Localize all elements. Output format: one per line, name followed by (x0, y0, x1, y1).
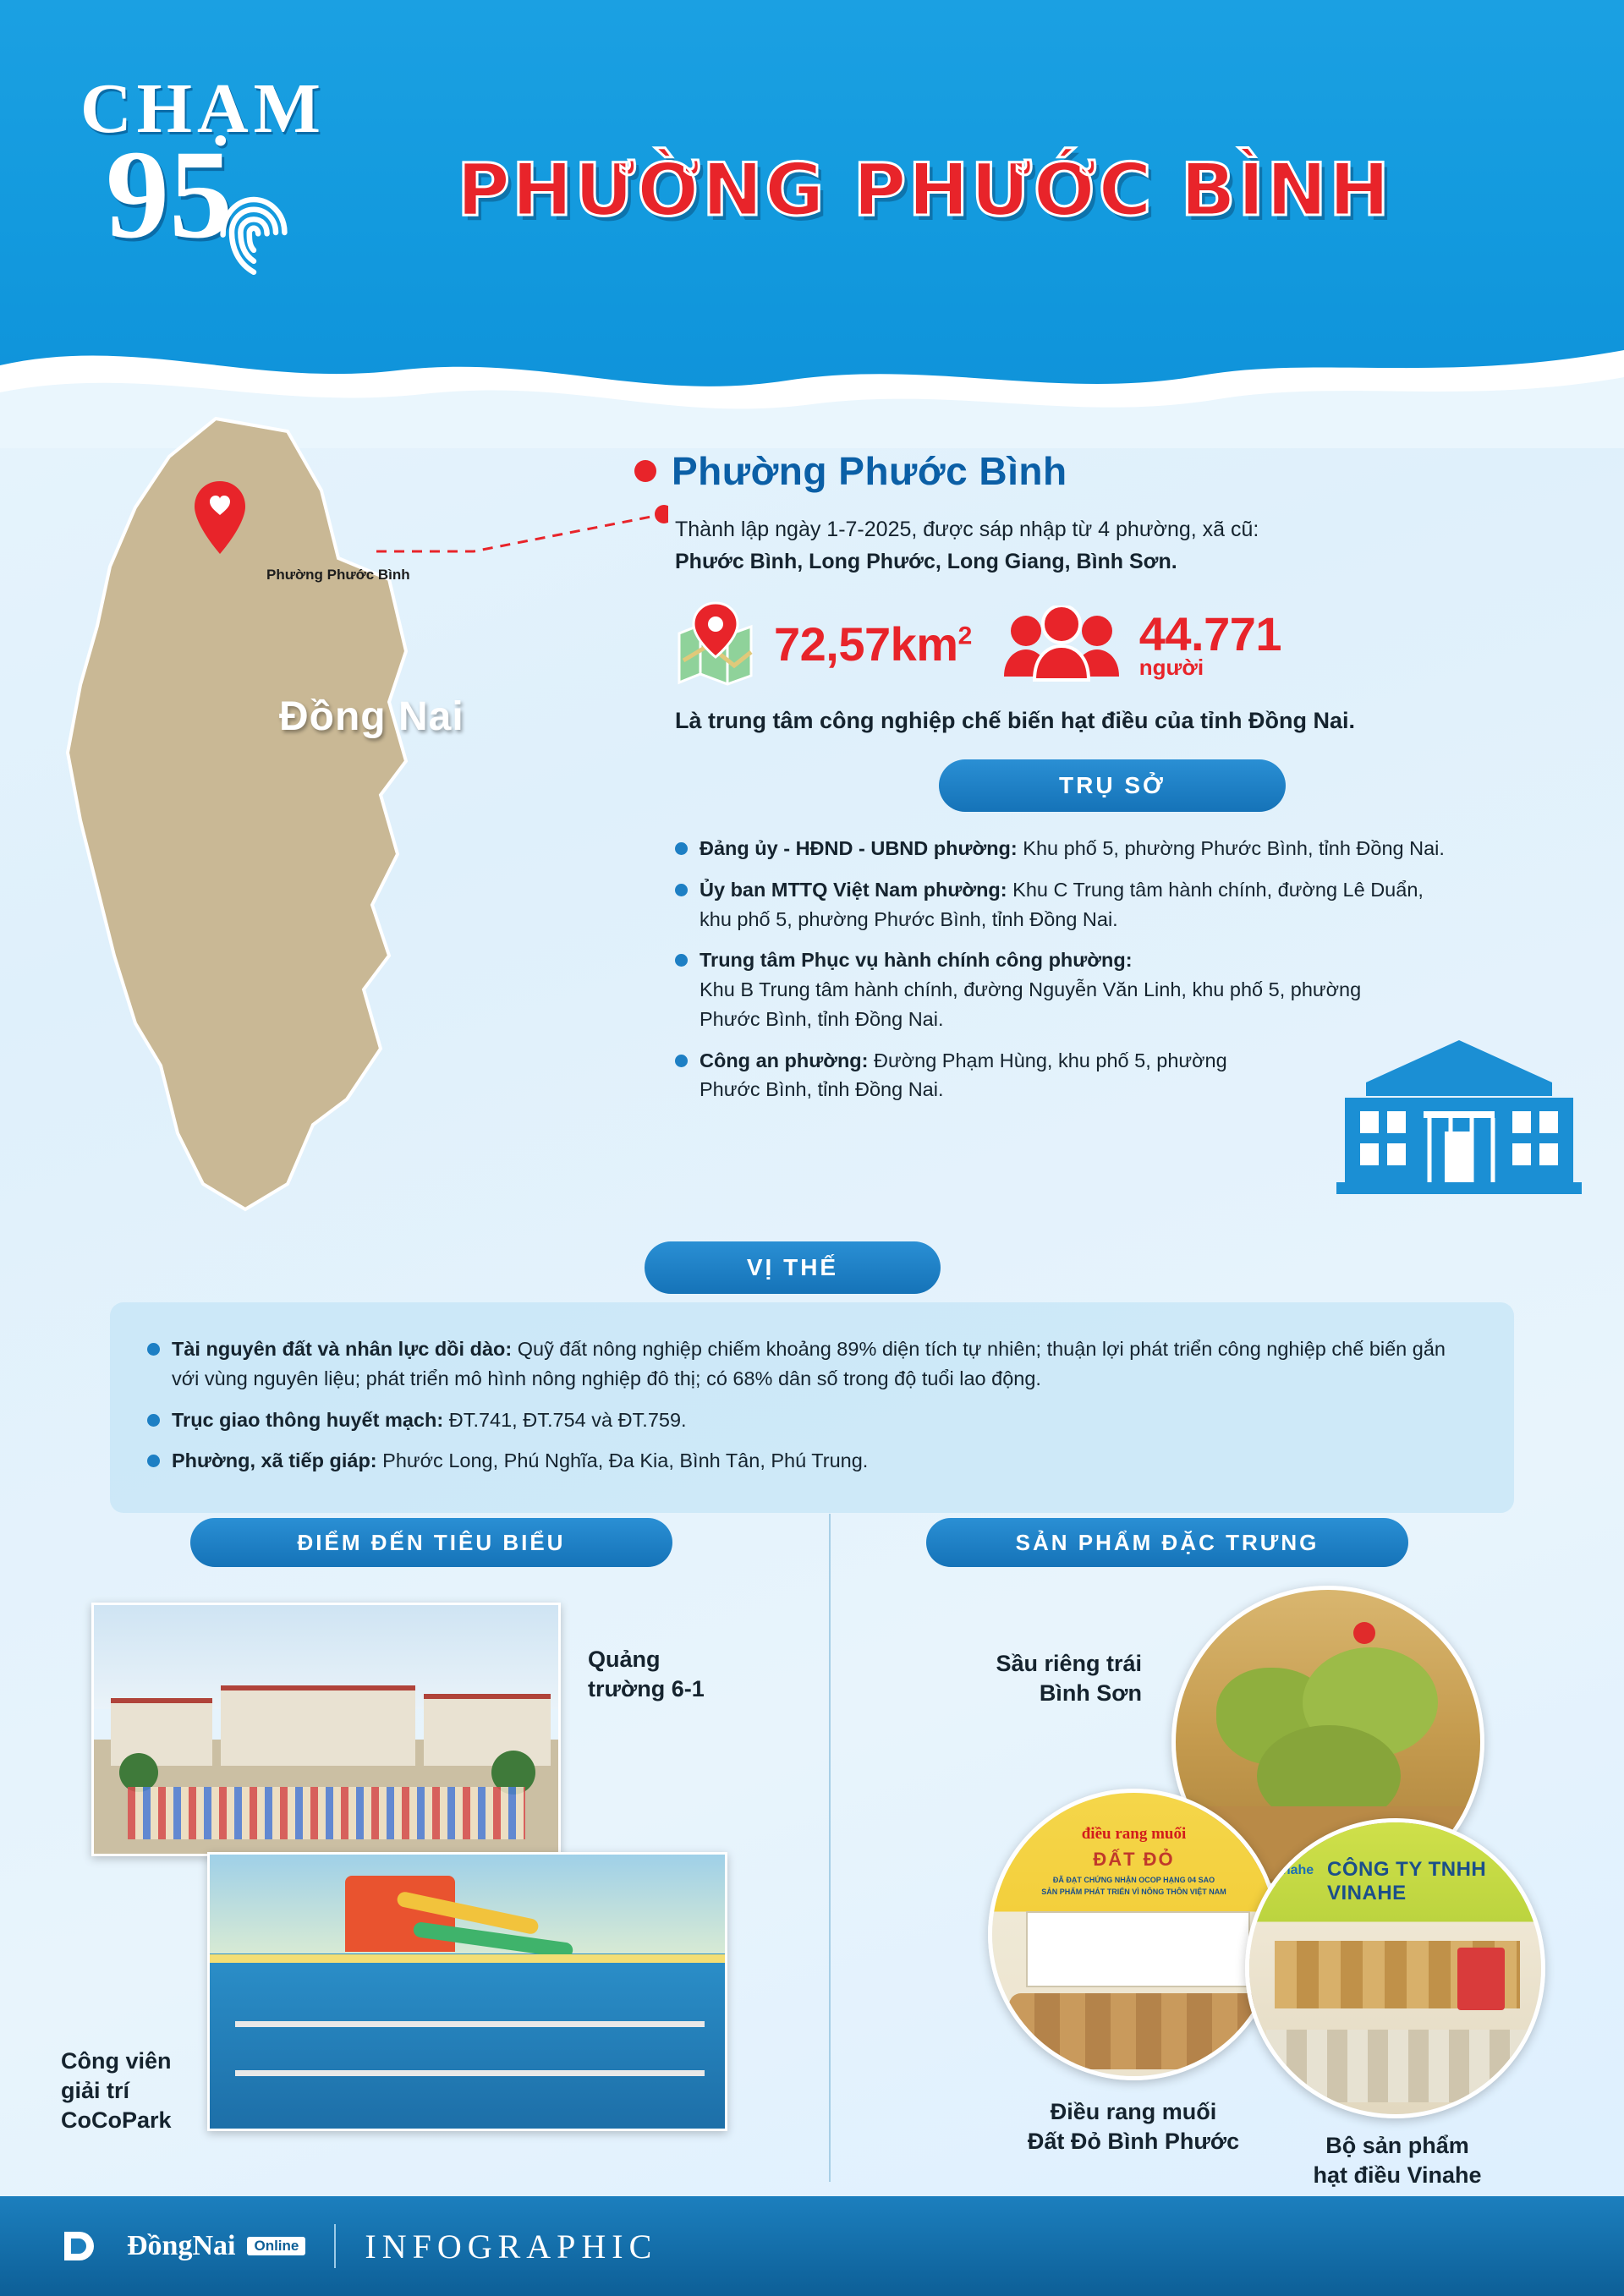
poster-line-4: SẢN PHẨM PHÁT TRIỂN VÌ NÔNG THÔN VIỆT NAM (1041, 1888, 1226, 1896)
footer-label: INFOGRAPHIC (365, 2227, 658, 2266)
government-building-icon (1336, 1030, 1582, 1199)
list-item (147, 1334, 1477, 1394)
map-pin-icon (190, 478, 250, 558)
position-box (110, 1302, 1514, 1513)
bullet-dot-icon (675, 884, 688, 896)
map-province-label: Đồng Nai (279, 694, 464, 739)
poster-company: CÔNG TY TNHH VINAHE (1327, 1858, 1487, 1904)
fingerprint-icon (199, 178, 309, 288)
established-info (675, 514, 1538, 578)
area-value: $72,57km^2$ (774, 616, 972, 671)
bullet-dot-icon (675, 842, 688, 855)
poster-line-2: ĐẤT ĐỎ (1093, 1849, 1175, 1870)
pos-text-2: ĐT.741, ĐT.754 và ĐT.759. (443, 1408, 687, 1431)
list-item (147, 1446, 1477, 1476)
caption-sau-rieng: Sầu riêng trái Bình Sơn (996, 1651, 1142, 1707)
population-icon (1002, 606, 1121, 682)
hq-label-3: Trung tâm Phục vụ hành chính công phường: (700, 949, 1133, 972)
brand-name: ĐồngNai (127, 2230, 236, 2261)
province-map (34, 397, 660, 1285)
list-item (675, 875, 1555, 934)
bullet-dot-icon (147, 1455, 160, 1467)
photo-dieu-rang-muoi (988, 1789, 1280, 2080)
photo-vinahe (1245, 1818, 1545, 2118)
leader-line (372, 505, 668, 556)
list-item (675, 834, 1555, 863)
photo-quang-truong-6-1 (91, 1603, 561, 1856)
list-item (675, 945, 1555, 1033)
bullet-dot-icon (147, 1343, 160, 1356)
pos-label-3: Phường, xã tiếp giáp: (172, 1449, 377, 1472)
bullet-dot-icon (675, 954, 688, 967)
section-pill-headquarters: TRỤ SỞ (939, 759, 1286, 812)
brand-sub: Online (247, 2237, 305, 2255)
bullet-dot-icon (675, 1055, 688, 1067)
section-pill-destinations: ĐIỂM ĐẾN TIÊU BIỂU (190, 1518, 672, 1567)
caption-dieu-rang-muoi: Điều rang muối Đất Đỏ Bình Phước (1027, 2099, 1240, 2155)
page-title: PHƯỜNG PHƯỚC BÌNH (457, 148, 1392, 233)
list-item (147, 1406, 1477, 1435)
poster-line-1: điều rang muối (1081, 1825, 1187, 1843)
bullet-dot-icon (634, 460, 656, 482)
hq-label-4: Công an phường: (700, 1049, 869, 1071)
poster-brand: Vinahe (1270, 1863, 1314, 1877)
footer-divider (334, 2224, 336, 2268)
photo-cocopark (207, 1852, 727, 2131)
logo-number: 95 (106, 124, 233, 265)
map-area-icon (675, 601, 755, 686)
hq-text-4: Đường Phạm Hùng, khu phố 5, phường Phước Bình, tỉnh Đồng Nai. (700, 1049, 1227, 1101)
footer-bar (0, 2196, 1624, 2296)
hq-text-2: Khu C Trung tâm hành chính, đường Lê Duẩn, khu phố 5, phường Phước Bình, tỉnh Đồng Nai. (700, 878, 1424, 930)
population-value: 44.771 (1138, 607, 1282, 660)
hq-label-2: Ủy ban MTTQ Việt Nam phường: (700, 878, 1007, 901)
ward-title: Phường Phước Bình (672, 449, 1067, 493)
hq-text-3: Khu B Trung tâm hành chính, đường Nguyễn Văn Linh, khu phố 5, phường Phước Bình, tỉnh Đồng Nai. (700, 978, 1362, 1030)
pos-text-1: Quỹ đất nông nghiệp chiếm khoảng 89% diện tích tự nhiên; thuận lợi phát triển công nghiệp chế biến gắn với vùng nguyên liệu; phát triển mô hình nông nghiệp đô thị; có 68% dân số trong độ tuổi lao động. (172, 1338, 1446, 1389)
poster-line-3: ĐÃ ĐẠT CHỨNG NHẬN OCOP HẠNG 04 SAO (1052, 1876, 1215, 1884)
brand-block (127, 2230, 305, 2262)
population-unit: người (1138, 655, 1204, 680)
section-pill-position: VỊ THẾ (645, 1241, 941, 1294)
dongnai-logo-icon (59, 2227, 98, 2266)
hq-label-1: Đảng ủy - HĐND - UBND phường: (700, 837, 1018, 859)
pos-label-2: Trục giao thông huyết mạch: (172, 1408, 444, 1431)
hq-text-1: Khu phố 5, phường Phước Bình, tỉnh Đồng Nai. (1017, 837, 1445, 859)
pos-label-1: Tài nguyên đất và nhân lực dồi dào: (172, 1338, 513, 1360)
bullet-dot-icon (147, 1414, 160, 1427)
pos-text-3: Phước Long, Phú Nghĩa, Đa Kia, Bình Tân, Phú Trung. (376, 1449, 869, 1472)
section-pill-products: SẢN PHẨM ĐẶC TRƯNG (926, 1518, 1408, 1567)
ward-title-row (634, 448, 1590, 494)
logo-text: CHẠM (80, 69, 326, 148)
caption-quang-truong: Quảng trường 6-1 (588, 1647, 705, 1702)
population-block (1139, 606, 1281, 681)
stats-row (675, 601, 1590, 686)
overview-column (634, 448, 1590, 1116)
map-pin-label: Phường Phước Bình (266, 567, 410, 583)
column-divider (829, 1514, 831, 2182)
tagline: Là trung tâm công nghiệp chế biến hạt điều của tỉnh Đồng Nai. (675, 708, 1356, 733)
established-line-2: Phước Bình, Long Phước, Long Giang, Bình Sơn. (675, 549, 1177, 573)
logo-cham-95 (80, 68, 402, 321)
caption-cocopark: Công viên giải trí CoCoPark (61, 2048, 172, 2134)
caption-vinahe: Bộ sản phẩm hạt điều Vinahe (1313, 2133, 1482, 2189)
established-line-1: Thành lập ngày 1-7-2025, được sáp nhập từ 4 phường, xã cũ: (675, 518, 1259, 541)
